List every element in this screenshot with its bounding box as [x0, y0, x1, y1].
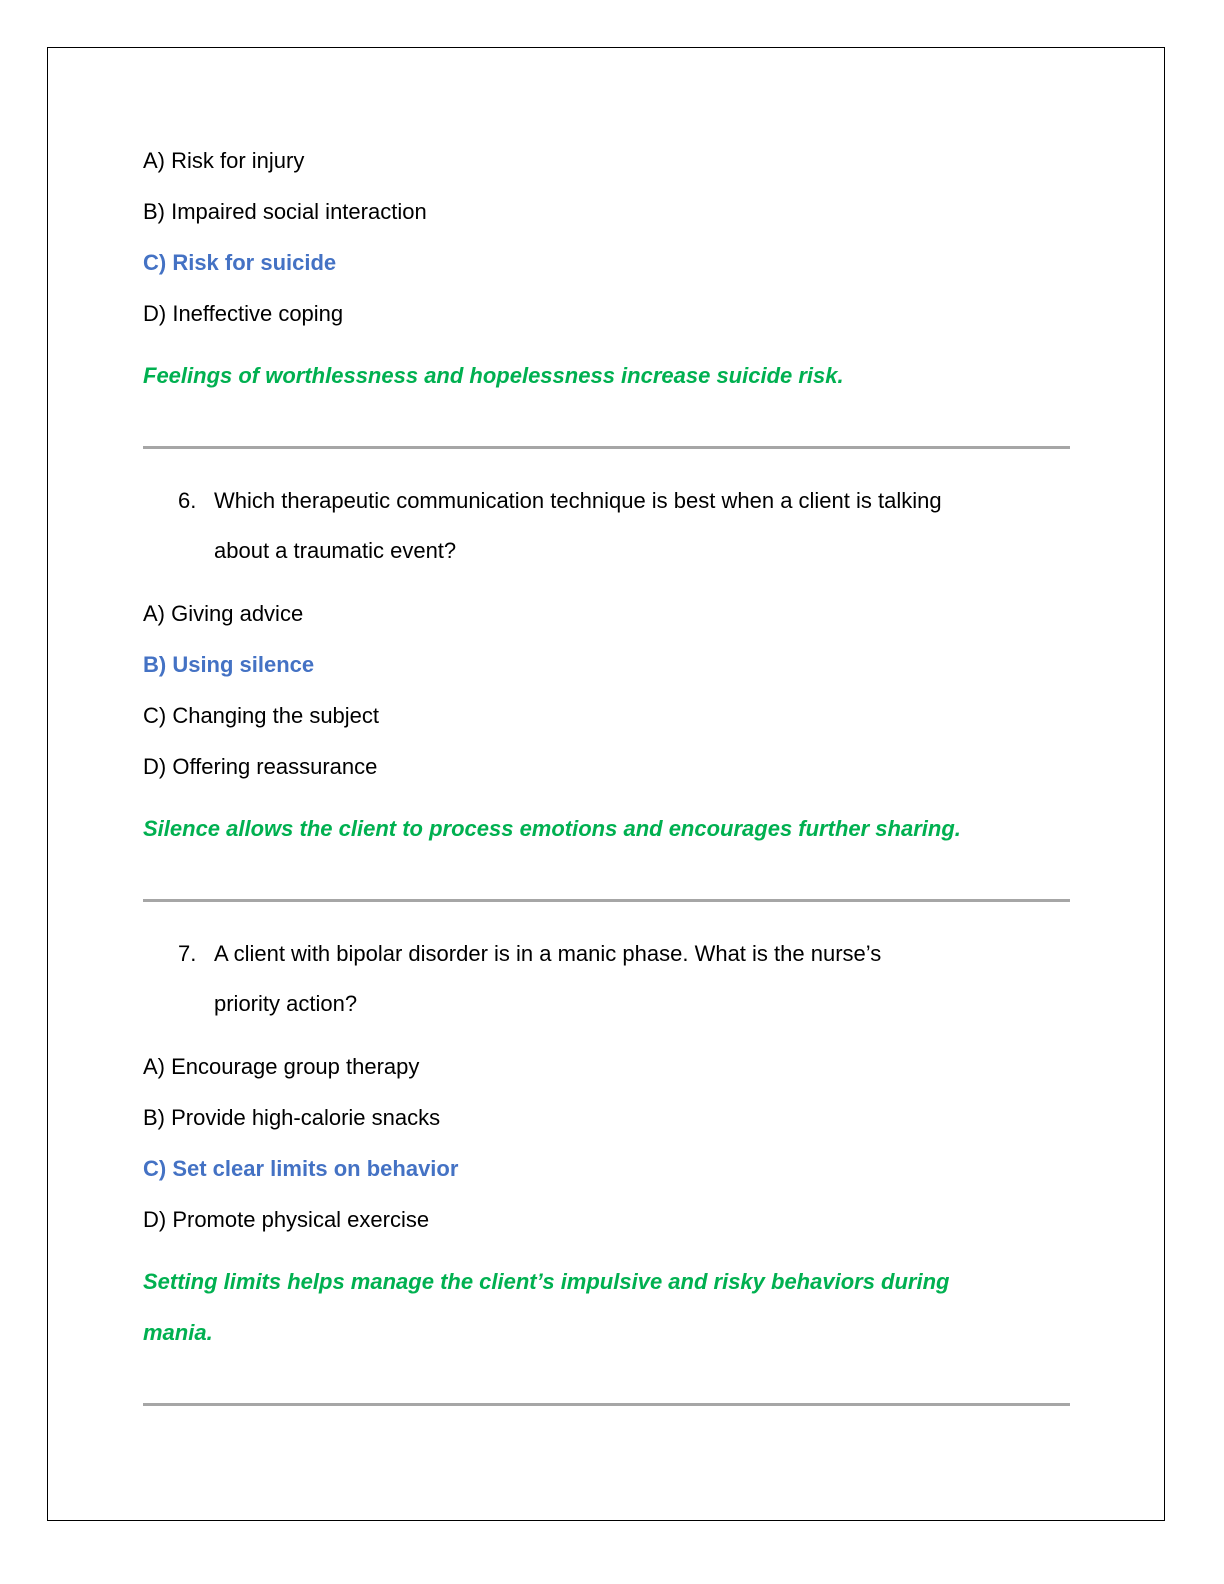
- divider: [143, 446, 1070, 449]
- option-c-correct: C) Risk for suicide: [143, 250, 337, 275]
- option-a: A) Giving advice: [143, 601, 304, 626]
- question-line: A client with bipolar disorder is in a manic phase. What is the nurse’s: [214, 941, 882, 966]
- option-b-correct: B) Using silence: [143, 652, 315, 677]
- question-text: [143, 929, 1070, 1029]
- option-c: C) Changing the subject: [143, 703, 380, 728]
- question-block-7: [143, 929, 1070, 1406]
- option-d: D) Offering reassurance: [143, 754, 378, 779]
- question-line: Which therapeutic communication technique is best when a client is talking: [214, 488, 942, 513]
- option-c-correct: C) Set clear limits on behavior: [143, 1156, 459, 1181]
- question-block-6: [143, 476, 1070, 902]
- option-b: B) Provide high-calorie snacks: [143, 1105, 441, 1130]
- explanation: Silence allows the client to process emotions and encourages further sharing.: [143, 816, 961, 841]
- option-d: D) Ineffective coping: [143, 301, 344, 326]
- document-content: [143, 135, 1070, 1406]
- explanation: Feelings of worthlessness and hopelessness increase suicide risk.: [143, 363, 844, 388]
- question-block-5: [143, 135, 1070, 449]
- question-line: priority action?: [214, 991, 358, 1016]
- divider: [143, 1403, 1070, 1406]
- question-number: 6.: [178, 488, 197, 513]
- option-a: A) Risk for injury: [143, 148, 305, 173]
- question-number: 7.: [178, 941, 197, 966]
- question-text: [143, 476, 1070, 576]
- option-a: A) Encourage group therapy: [143, 1054, 420, 1079]
- option-d: D) Promote physical exercise: [143, 1207, 430, 1232]
- option-b: B) Impaired social interaction: [143, 199, 427, 224]
- question-line: about a traumatic event?: [214, 538, 457, 563]
- explanation: Setting limits helps manage the client’s impulsive and risky behaviors during mania.: [143, 1269, 950, 1345]
- divider: [143, 899, 1070, 902]
